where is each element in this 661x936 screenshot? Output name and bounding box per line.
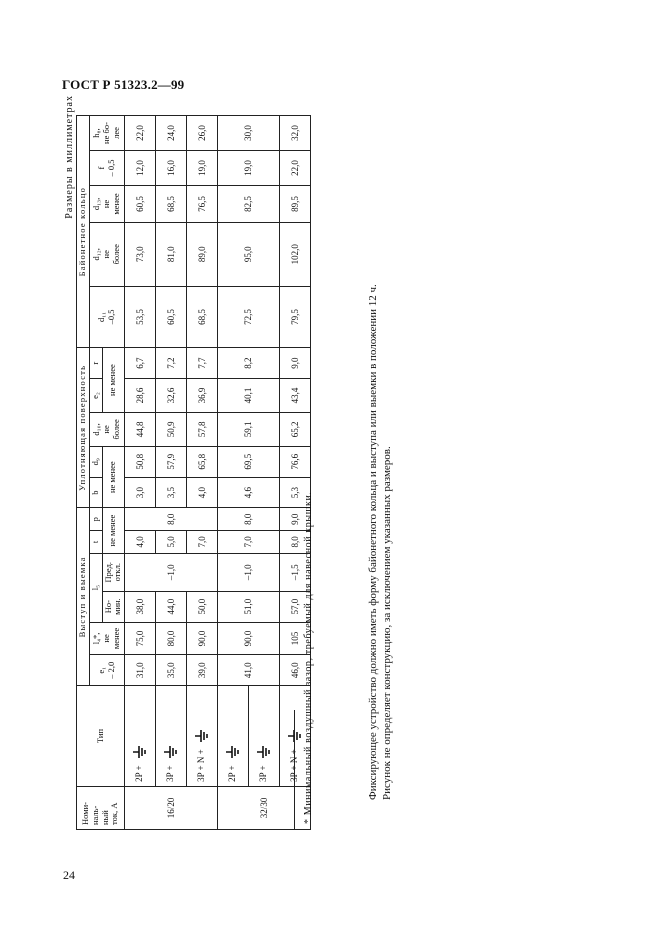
- cell-b: 5,3: [280, 477, 311, 508]
- cell-d9: 50,8: [125, 446, 156, 477]
- type-cell: 2P +: [218, 686, 249, 787]
- cell-d13: 82,5: [218, 185, 280, 222]
- cell-e2: 36,9: [187, 379, 218, 413]
- table-row: [218, 116, 249, 830]
- group-bayonet-header: Байонетное кольцо: [77, 116, 90, 348]
- current-cell: 16/20: [125, 786, 218, 829]
- cell-e2: 40,1: [218, 379, 280, 413]
- type-cell: 3P +: [156, 686, 187, 787]
- page-number: 24: [63, 868, 75, 882]
- cell-e2: 28,6: [125, 379, 156, 413]
- cell-f: 16,0: [156, 151, 187, 186]
- group-sealing-header: Уплотняющая поверхность: [77, 348, 90, 508]
- cell-b: 3,5: [156, 477, 187, 508]
- cell-e1: 39,0: [187, 655, 218, 686]
- cell-d9: 57,9: [156, 446, 187, 477]
- type-cell: 3P + N +: [280, 686, 311, 787]
- cell-d10: 59,1: [218, 412, 280, 446]
- h-notless-bd: не менее: [102, 446, 125, 508]
- dimensions-table: [76, 115, 311, 830]
- h-l4: l₄*, не менее: [89, 622, 124, 655]
- cell-p: 8,0: [218, 508, 280, 531]
- table-row: [187, 116, 218, 830]
- cell-r: 7,7: [187, 348, 218, 379]
- cell-t: 7,0: [218, 531, 280, 554]
- paragraph-fixing-device: Фиксирующее устройство должно иметь форму байонетного кольца и выступа или выемки в положении 12 ч.: [367, 284, 379, 800]
- cell-h8: 24,0: [156, 116, 187, 151]
- h-notless-er: не менее: [102, 348, 125, 413]
- cell-f: 12,0: [125, 151, 156, 186]
- h-d13: d₁₃, не менее: [89, 185, 124, 222]
- cell-e1: 41,0: [218, 655, 280, 686]
- cell-l4: 105: [280, 622, 311, 655]
- cell-d12: 95,0: [218, 222, 280, 286]
- cell-l5: 38,0: [125, 591, 156, 622]
- cell-h8: 26,0: [187, 116, 218, 151]
- h-d10: d₁₀, не более: [89, 412, 124, 446]
- cell-e1: 35,0: [156, 655, 187, 686]
- h-notless-tp: не менее: [102, 508, 125, 553]
- type-cell: 3P + N +: [187, 686, 218, 787]
- cell-e1: 46,0: [280, 655, 311, 686]
- cell-f: 22,0: [280, 151, 311, 186]
- cell-h8: 30,0: [218, 116, 280, 151]
- cell-e2: 43,4: [280, 379, 311, 413]
- ground-symbol-icon: [164, 745, 178, 759]
- units-label: Размеры в миллиметрах: [64, 95, 75, 219]
- current-cell: 32/30: [218, 786, 311, 829]
- cell-d12: 102,0: [280, 222, 311, 286]
- cell-d10: 65,2: [280, 412, 311, 446]
- cell-b: 4,0: [187, 477, 218, 508]
- cell-t: 5,0: [156, 531, 187, 554]
- cell-l5: 57,0: [280, 591, 311, 622]
- h-d9: d₉: [89, 446, 102, 477]
- h-r: r: [89, 348, 102, 379]
- h-nominal: Но- мин.: [102, 591, 125, 622]
- cell-l4: 75,0: [125, 622, 156, 655]
- col-current-header: Номи- наль- ный ток, А: [77, 786, 125, 829]
- h-t: t: [89, 531, 102, 554]
- cell-b: 4,6: [218, 477, 280, 508]
- notes-block: [294, 110, 394, 830]
- cell-d12: 81,0: [156, 222, 187, 286]
- h-l5: l₅: [89, 553, 102, 622]
- cell-d12: 89,0: [187, 222, 218, 286]
- table-row: [156, 116, 187, 830]
- cell-t: 8,0: [280, 531, 311, 554]
- cell-d10: 44,8: [125, 412, 156, 446]
- paragraph-drawing-note: Рисунок не определяет конструкцию, за исключением указанных размеров.: [381, 446, 393, 800]
- cell-d9: 65,8: [187, 446, 218, 477]
- rotated-content: [62, 95, 442, 855]
- cell-r: 8,2: [218, 348, 280, 379]
- cell-t: 4,0: [125, 531, 156, 554]
- cell-d11: 53,5: [125, 286, 156, 348]
- table-row: [125, 116, 156, 830]
- ground-symbol-icon: [226, 745, 240, 759]
- cell-e2: 32,6: [156, 379, 187, 413]
- footnote: * Минимальный воздушный зазор, требуемый для навесной крышки.: [303, 491, 314, 824]
- cell-d9: 76,6: [280, 446, 311, 477]
- h-e1: e₁ – 2,0: [89, 655, 124, 686]
- ground-symbol-icon: [257, 745, 271, 759]
- cell-h8: 32,0: [280, 116, 311, 151]
- cell-h8: 22,0: [125, 116, 156, 151]
- cell-b: 3,0: [125, 477, 156, 508]
- cell-d11: 72,5: [218, 286, 280, 348]
- cell-d13: 68,5: [156, 185, 187, 222]
- cell-dev: –1,0: [125, 553, 218, 591]
- cell-l5: 44,0: [156, 591, 187, 622]
- cell-d13: 76,5: [187, 185, 218, 222]
- h-e2: e₂: [89, 379, 102, 413]
- cell-f: 19,0: [187, 151, 218, 186]
- cell-l5: 51,0: [218, 591, 280, 622]
- cell-l5: 50,0: [187, 591, 218, 622]
- h-d12: d₁₂, не более: [89, 222, 124, 286]
- cell-d9: 69,5: [218, 446, 280, 477]
- cell-dev: –1,0: [218, 553, 280, 591]
- type-cell: 2P +: [125, 686, 156, 787]
- h-h8: h₈, не бо- лее: [89, 116, 124, 151]
- cell-f: 19,0: [218, 151, 280, 186]
- cell-dev: –1,5: [280, 553, 311, 591]
- cell-d13: 89,5: [280, 185, 311, 222]
- cell-r: 6,7: [125, 348, 156, 379]
- cell-p: 8,0: [125, 508, 218, 531]
- cell-l4: 90,0: [187, 622, 218, 655]
- document-header: ГОСТ Р 51323.2—99: [62, 77, 185, 92]
- cell-e1: 31,0: [125, 655, 156, 686]
- col-type-header: Тип: [77, 686, 125, 787]
- cell-d11: 60,5: [156, 286, 187, 348]
- footnote-divider: [294, 710, 295, 830]
- cell-l4: 80,0: [156, 622, 187, 655]
- type-cell: 3P +: [249, 686, 280, 787]
- group-protrusion-header: Выступ и выемка: [77, 508, 90, 686]
- cell-p: 9,0: [280, 508, 311, 531]
- cell-d13: 60,5: [125, 185, 156, 222]
- cell-l4: 90,0: [218, 622, 280, 655]
- h-b: b: [89, 477, 102, 508]
- cell-d10: 57,8: [187, 412, 218, 446]
- ground-symbol-icon: [133, 745, 147, 759]
- h-deviation: Пред. откл.: [102, 553, 125, 591]
- cell-r: 7,2: [156, 348, 187, 379]
- cell-t: 7,0: [187, 531, 218, 554]
- cell-d10: 50,9: [156, 412, 187, 446]
- h-d11: d₁₁ –0,5: [89, 286, 124, 348]
- cell-d11: 79,5: [280, 286, 311, 348]
- cell-d11: 68,5: [187, 286, 218, 348]
- cell-r: 9,0: [280, 348, 311, 379]
- h-p: p: [89, 508, 102, 531]
- ground-symbol-icon: [195, 729, 209, 743]
- cell-d12: 73,0: [125, 222, 156, 286]
- h-f: f – 0,5: [89, 151, 124, 186]
